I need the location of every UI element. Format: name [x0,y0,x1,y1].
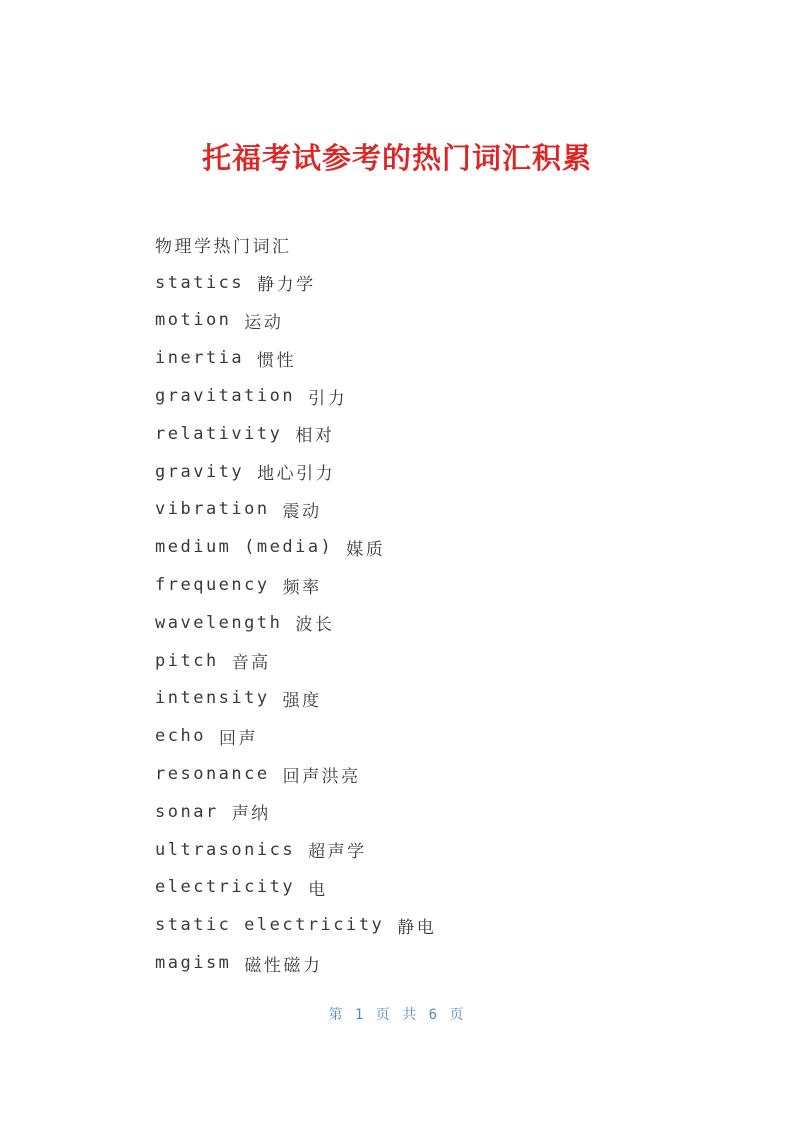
entry-english: medium (media) [155,537,334,558]
entry-chinese: 运动 [244,312,284,333]
entry-chinese: 震动 [282,501,322,522]
entry-english: frequency [155,575,270,596]
vocab-entry [155,642,794,680]
vocab-entry [155,491,794,529]
entry-chinese: 电 [308,879,328,900]
vocab-entry [155,906,794,944]
page-footer-label: 第 1 页 共 6 页 [328,1007,466,1023]
vocab-entry [155,717,794,755]
vocab-entry [155,264,794,302]
entry-chinese: 波长 [295,615,335,636]
entry-chinese: 媒质 [346,539,386,560]
vocab-entry [155,831,794,869]
section-heading-label: 物理学热门词汇 [155,237,292,258]
entry-chinese: 静电 [397,917,437,938]
entry-chinese: 磁性磁力 [244,955,323,976]
entry-english: gravitation [155,386,296,407]
entry-english: inertia [155,348,245,369]
entry-english: sonar [155,801,219,822]
vocab-entry [155,377,794,415]
entry-chinese: 回声 [218,728,258,749]
entry-chinese: 强度 [282,690,322,711]
entry-chinese: 惯性 [257,350,297,371]
vocab-entry [155,415,794,453]
vocab-entry [155,339,794,377]
entry-chinese: 引力 [308,388,348,409]
entry-chinese: 回声洪亮 [282,766,361,787]
vocab-entry [155,528,794,566]
entry-chinese: 声纳 [231,804,271,825]
entry-chinese: 相对 [295,426,335,447]
vocab-entry [155,604,794,642]
entry-chinese: 频率 [282,577,322,598]
entry-english: vibration [155,499,270,520]
vocab-list [0,226,794,982]
entry-english: ultrasonics [155,839,296,860]
entry-chinese: 静力学 [257,275,316,296]
entry-chinese: 地心引力 [257,464,336,485]
vocab-entry [155,680,794,718]
entry-english: gravity [155,461,245,482]
entry-english: intensity [155,688,270,709]
vocab-entry [155,944,794,982]
entry-chinese: 音高 [231,653,271,674]
entry-chinese: 超声学 [308,842,367,863]
entry-english: static electricity [155,915,385,936]
entry-english: wavelength [155,612,283,633]
entry-english: echo [155,726,206,747]
vocab-entry [155,793,794,831]
entry-english: relativity [155,423,283,444]
entry-english: motion [155,310,232,331]
entry-english: electricity [155,877,296,898]
vocab-entry [155,755,794,793]
vocab-entry [155,869,794,907]
section-heading [155,226,794,264]
page-title: 托福考试参考的热门词汇积累 [201,143,592,175]
vocab-entry [155,302,794,340]
entry-english: pitch [155,650,219,671]
page-footer [0,1004,794,1024]
vocab-entry [155,453,794,491]
entry-english: magism [155,953,232,974]
entry-english: statics [155,272,245,293]
vocab-entry [155,566,794,604]
entry-english: resonance [155,764,270,785]
